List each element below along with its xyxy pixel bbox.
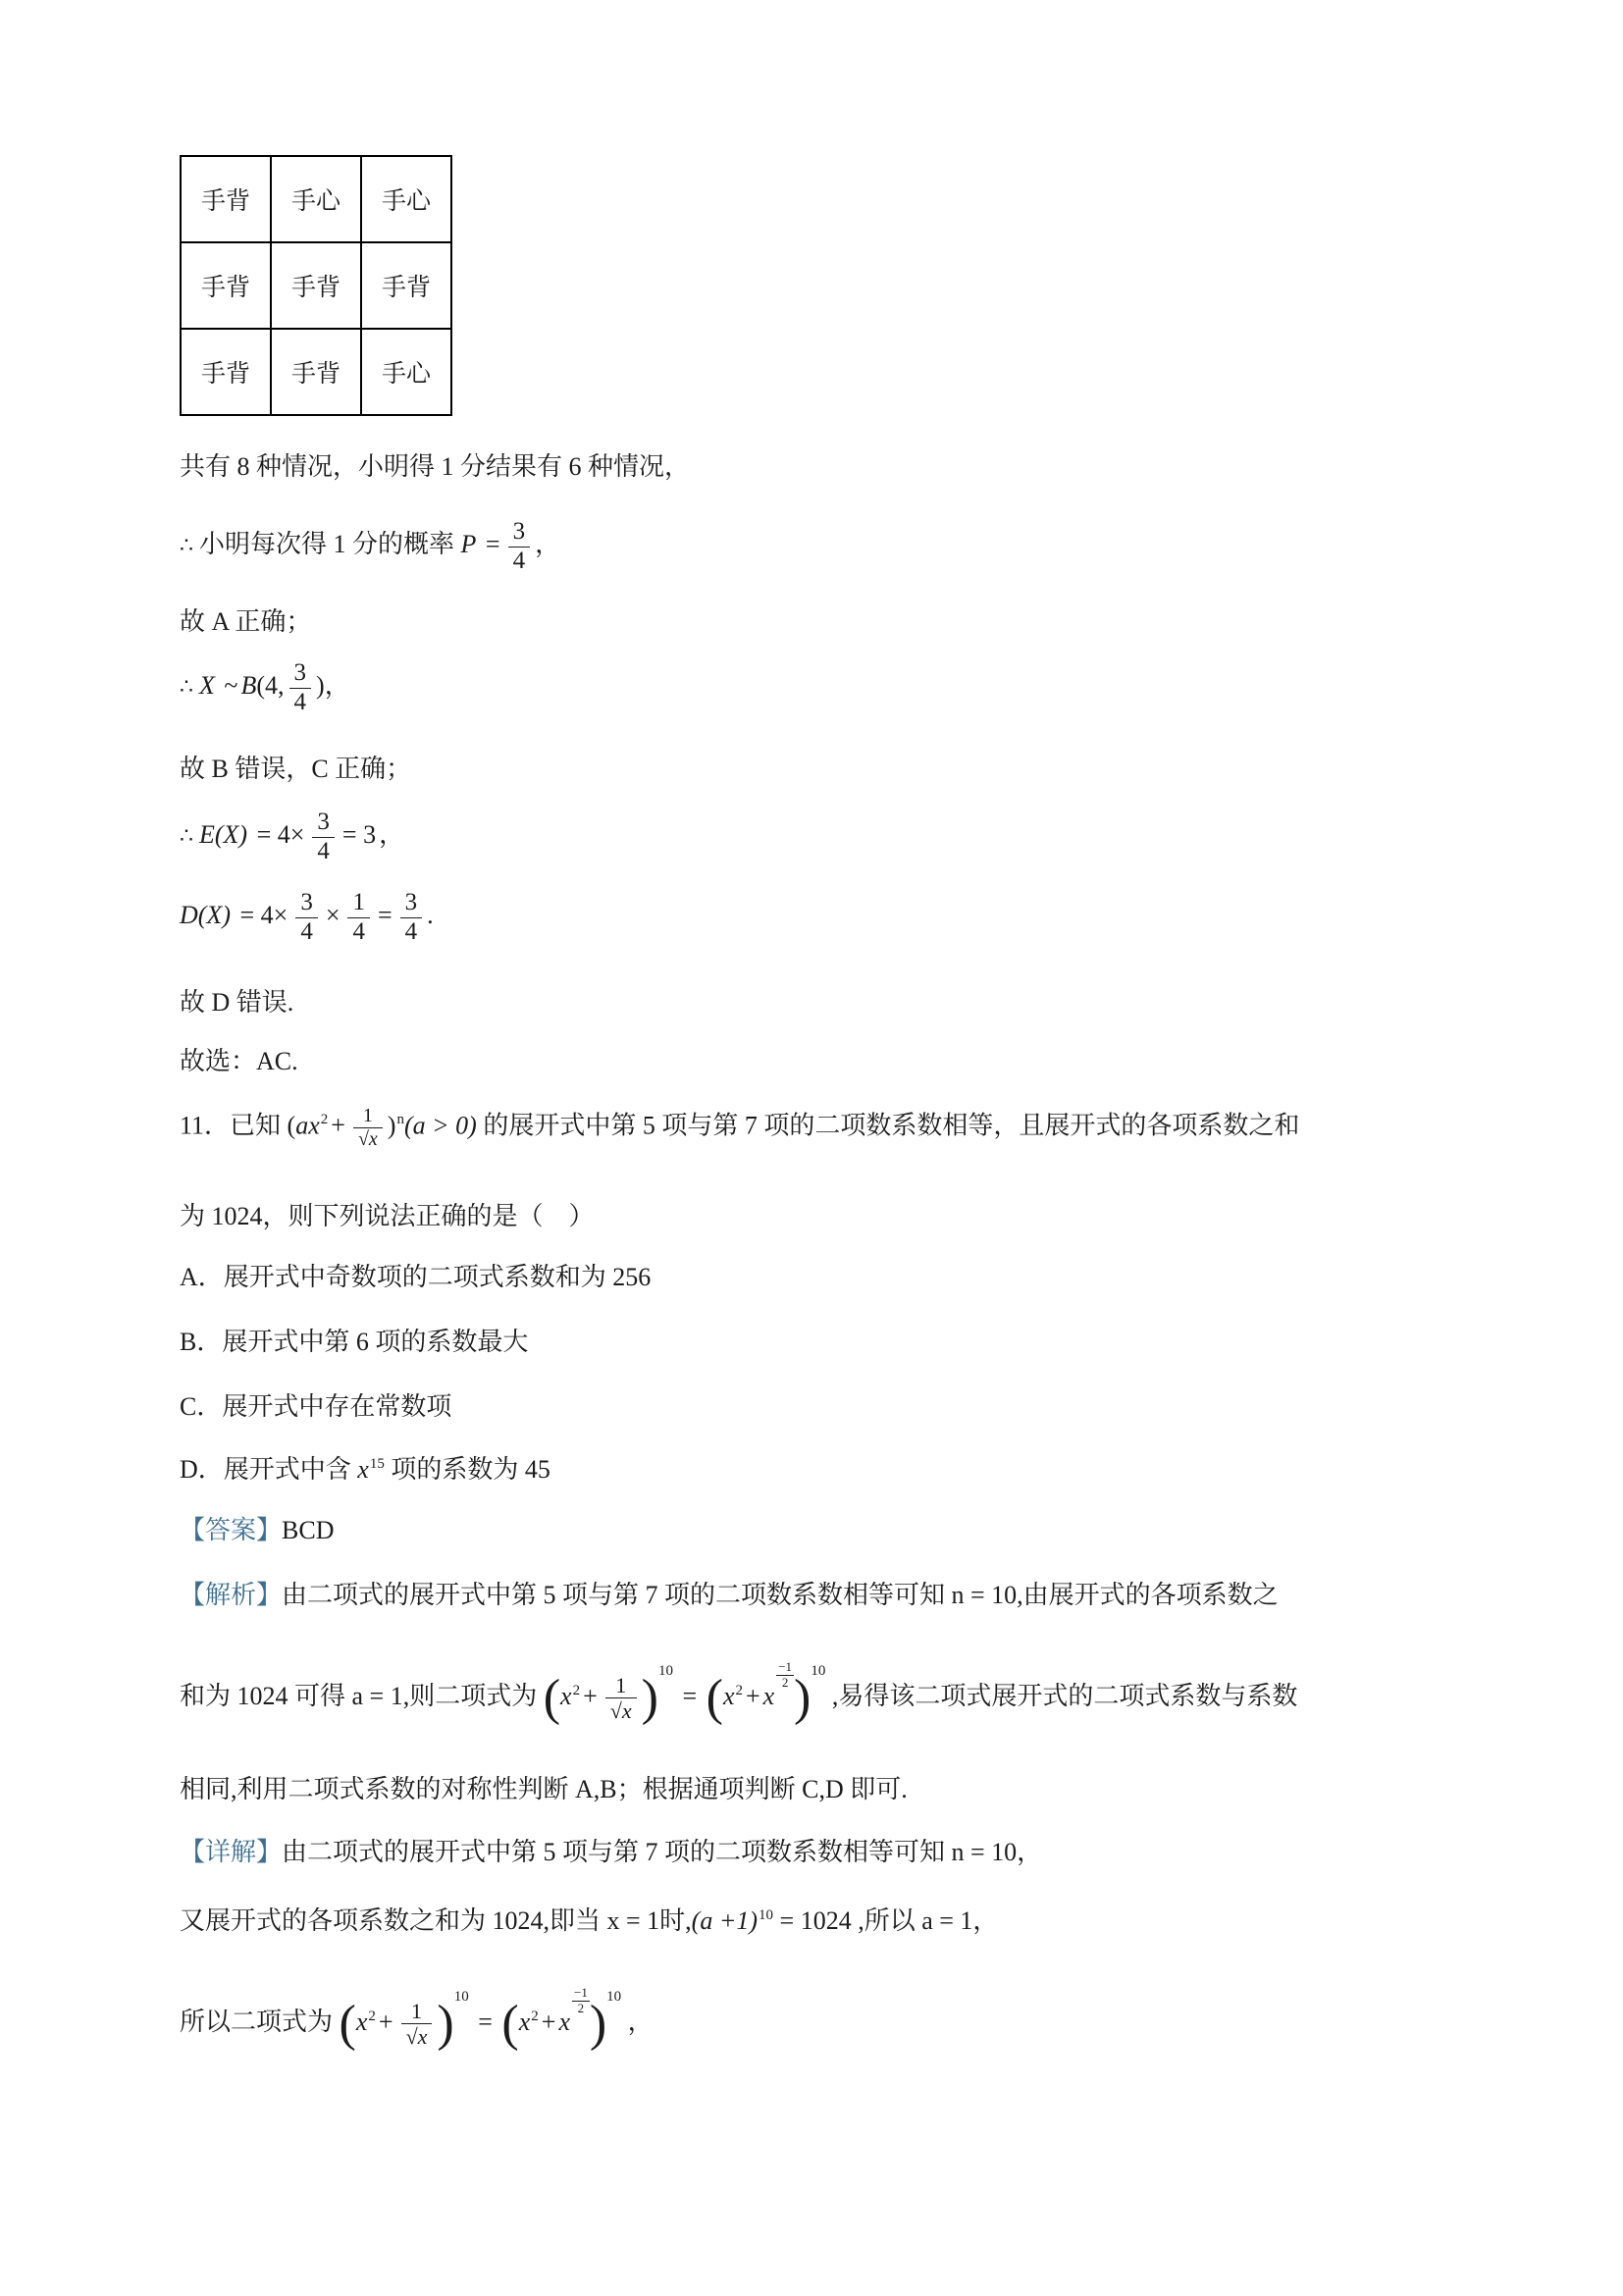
conclusion-a-line: 故 A 正确； bbox=[180, 607, 312, 636]
fraction bbox=[400, 889, 423, 947]
equals-sign: = bbox=[478, 2007, 493, 2036]
equals-result: = 3 bbox=[341, 820, 377, 850]
var-x: x bbox=[762, 1681, 775, 1710]
table-row bbox=[181, 242, 451, 329]
option-d-post: 项的系数为 45 bbox=[384, 1455, 550, 1484]
therefore-symbol: ∴ bbox=[180, 533, 193, 558]
exp-fraction-denominator: 2 bbox=[577, 2000, 585, 2015]
probability-formula-line bbox=[180, 518, 560, 576]
table-cell: 手背 bbox=[271, 242, 361, 329]
fraction bbox=[353, 1105, 383, 1151]
fraction-denominator: 4 bbox=[512, 547, 526, 574]
fraction-denominator: √x bbox=[609, 1698, 632, 1724]
exponent-n: n bbox=[396, 1112, 404, 1128]
fraction-numerator: 1 bbox=[401, 1999, 433, 2024]
final-text-pre: 所以二项式为 bbox=[180, 2007, 334, 2036]
plus-sign: + bbox=[745, 1681, 760, 1710]
fraction-denominator: √x bbox=[405, 2024, 428, 2050]
exponent-fraction bbox=[776, 1660, 794, 1691]
fraction-numerator: 3 bbox=[312, 809, 335, 838]
fraction bbox=[295, 889, 318, 947]
option-d-pre: D．展开式中含 bbox=[180, 1455, 358, 1484]
table-cell: 手背 bbox=[181, 242, 271, 329]
option-c: C．展开式中存在常数项 bbox=[180, 1392, 452, 1421]
var-x: x bbox=[357, 1455, 369, 1484]
exponent-10: 10 bbox=[759, 1907, 774, 1923]
fraction-numerator: 3 bbox=[508, 518, 531, 548]
fraction bbox=[508, 518, 531, 576]
big-paren-open: ( bbox=[339, 1995, 356, 2052]
var-x: x bbox=[558, 2007, 570, 2036]
var-x: x bbox=[518, 2007, 531, 2036]
exponent-2: 2 bbox=[531, 2008, 539, 2024]
plus-sign: + bbox=[331, 1111, 345, 1140]
comma: ， bbox=[535, 530, 561, 559]
big-paren-close: ) bbox=[589, 1995, 607, 2052]
table-row bbox=[181, 156, 451, 242]
fraction-denominator: 4 bbox=[293, 688, 307, 715]
table-cell: 手心 bbox=[361, 156, 451, 242]
big-paren-open: ( bbox=[543, 1669, 561, 1726]
fraction-numerator: 3 bbox=[289, 659, 312, 689]
paren-open: ( bbox=[287, 1111, 296, 1140]
exponent-fraction bbox=[572, 1986, 590, 2016]
detail-text-2-pre: 又展开式的各项系数之和为 1024,即当 x = 1时, bbox=[180, 1906, 692, 1935]
question-11-stem bbox=[180, 1105, 1299, 1151]
detail-label: 【详解】 bbox=[180, 1838, 283, 1866]
plus-sign: + bbox=[583, 1681, 598, 1710]
table-cell: 手背 bbox=[271, 329, 361, 415]
fraction-numerator: 3 bbox=[400, 889, 423, 918]
big-paren-close: ) bbox=[641, 1669, 658, 1726]
exponent-2: 2 bbox=[368, 2008, 376, 2024]
detail-line-1 bbox=[180, 1835, 1042, 1869]
equals-sign: = bbox=[485, 530, 500, 559]
analysis-line-2 bbox=[180, 1660, 1297, 1724]
question-11-stem-2: 为 1024，则下列说法正确的是（ ） bbox=[180, 1202, 595, 1230]
equals-sign: = bbox=[682, 1681, 698, 1710]
fraction bbox=[401, 1999, 433, 2050]
tilde-sign: ~ bbox=[224, 671, 238, 701]
equals-sign: = bbox=[377, 901, 393, 930]
fraction-denominator: 4 bbox=[300, 917, 313, 945]
paren-close: ) bbox=[387, 1111, 396, 1140]
paren-open: (4, bbox=[256, 671, 285, 701]
detail-text-2-post: = 1024 ,所以 a = 1， bbox=[779, 1906, 999, 1935]
detail-line-2 bbox=[180, 1904, 998, 1938]
exponent-10: 10 bbox=[606, 1988, 622, 2005]
detail-text-1: 由二项式的展开式中第 5 项与第 7 项的二项数系数相等可知 n = 10， bbox=[282, 1838, 1043, 1866]
analysis-text-2-pre: 和为 1024 可得 a = 1,则二项式为 bbox=[180, 1681, 538, 1710]
fraction-numerator: 1 bbox=[353, 1105, 383, 1128]
fraction bbox=[605, 1673, 637, 1724]
expectation-formula-line bbox=[180, 809, 404, 866]
exponent-10: 10 bbox=[811, 1662, 826, 1679]
fraction bbox=[289, 659, 312, 717]
analysis-label: 【解析】 bbox=[180, 1581, 283, 1609]
var-b: B bbox=[240, 671, 257, 701]
fraction-denominator: 4 bbox=[352, 917, 365, 945]
exp-fraction-numerator: −1 bbox=[574, 1985, 588, 2000]
analysis-text-2-post: ,易得该二项式展开式的二项式系数与系数 bbox=[831, 1681, 1298, 1710]
var-x: x bbox=[355, 2007, 368, 2036]
analysis-line-3: 相同,利用二项式系数的对称性判断 A,B；根据通项判断 C,D 即可. bbox=[180, 1775, 908, 1803]
stem-text: 的展开式中第 5 项与第 7 项的二项数系数相等，且展开式的各项系数之和 bbox=[483, 1111, 1300, 1140]
table-cell: 手背 bbox=[361, 242, 451, 329]
answer-line bbox=[180, 1513, 334, 1547]
final-comma: ， bbox=[627, 2007, 654, 2036]
big-paren-open: ( bbox=[501, 1995, 519, 2052]
base-a-plus-1: (a +1) bbox=[691, 1906, 759, 1935]
var-p: P bbox=[460, 530, 477, 559]
fraction-numerator: 1 bbox=[605, 1673, 637, 1698]
solution-count-line: 共有 8 种情况，小明得 1 分结果有 6 种情况， bbox=[180, 452, 691, 481]
plus-sign: + bbox=[378, 2007, 393, 2036]
table-cell: 手心 bbox=[271, 156, 361, 242]
variance-formula-line bbox=[180, 889, 434, 947]
exponent-10: 10 bbox=[453, 1988, 469, 2005]
table-row bbox=[181, 329, 451, 415]
therefore-symbol: ∴ bbox=[180, 823, 193, 849]
exponent-2: 2 bbox=[320, 1112, 329, 1128]
var-x: X bbox=[199, 671, 215, 701]
times-sign: × bbox=[325, 901, 340, 930]
big-paren-close: ) bbox=[794, 1669, 812, 1726]
exp-fraction-denominator: 2 bbox=[781, 1674, 789, 1690]
exponent-15: 15 bbox=[369, 1456, 385, 1472]
distribution-formula-line bbox=[180, 659, 350, 717]
answer-label: 【答案】 bbox=[180, 1516, 283, 1544]
fraction bbox=[347, 889, 370, 947]
var-ax: ax bbox=[295, 1111, 320, 1140]
exp-fraction-numerator: −1 bbox=[778, 1659, 793, 1674]
equals-times: = 4× bbox=[239, 901, 288, 930]
fraction-numerator: 1 bbox=[347, 889, 370, 918]
fraction bbox=[312, 809, 335, 866]
equals-times: = 4× bbox=[256, 820, 305, 850]
comma: ， bbox=[324, 671, 350, 701]
conclusion-d-line: 故 D 错误. bbox=[180, 988, 294, 1017]
final-answer-line: 故选：AC. bbox=[180, 1047, 298, 1075]
analysis-line-1 bbox=[180, 1578, 1279, 1612]
therefore-symbol: ∴ bbox=[180, 674, 193, 700]
conclusion-bc-line: 故 B 错误，C 正确； bbox=[180, 755, 412, 783]
exponent-2: 2 bbox=[572, 1682, 581, 1698]
question-number: 11．已知 bbox=[180, 1111, 282, 1140]
fraction-denominator: √x bbox=[357, 1128, 378, 1150]
var-ex: E(X) bbox=[199, 820, 248, 850]
var-x: x bbox=[722, 1681, 735, 1710]
table-cell: 手背 bbox=[181, 156, 271, 242]
big-paren-close: ) bbox=[437, 1995, 454, 2052]
analysis-text-1: 由二项式的展开式中第 5 项与第 7 项的二项数系数相等可知 n = 10,由展开式的各项系数之 bbox=[282, 1581, 1279, 1609]
exponent-2: 2 bbox=[735, 1682, 743, 1698]
comma: ， bbox=[379, 820, 405, 850]
table-cell: 手背 bbox=[181, 329, 271, 415]
var-x: x bbox=[560, 1681, 572, 1710]
big-paren-open: ( bbox=[706, 1669, 723, 1726]
option-b: B．展开式中第 6 项的系数最大 bbox=[180, 1328, 529, 1356]
option-a: A．展开式中奇数项的二项式系数和为 256 bbox=[180, 1263, 652, 1291]
final-formula-line bbox=[180, 1986, 654, 2050]
outcome-table bbox=[180, 155, 452, 416]
answer-value: BCD bbox=[282, 1516, 335, 1544]
fraction-numerator: 3 bbox=[295, 889, 318, 918]
plus-sign: + bbox=[541, 2007, 556, 2036]
fraction-denominator: 4 bbox=[317, 837, 330, 864]
paren-close: ) bbox=[316, 671, 325, 701]
fraction-denominator: 4 bbox=[404, 917, 418, 945]
probability-text: 小明每次得 1 分的概率 bbox=[199, 530, 461, 559]
period: . bbox=[427, 901, 434, 930]
table-cell: 手心 bbox=[361, 329, 451, 415]
var-dx: D(X) bbox=[180, 901, 231, 930]
condition: (a > 0) bbox=[403, 1111, 477, 1140]
option-d bbox=[180, 1452, 550, 1487]
exponent-10: 10 bbox=[657, 1662, 673, 1679]
